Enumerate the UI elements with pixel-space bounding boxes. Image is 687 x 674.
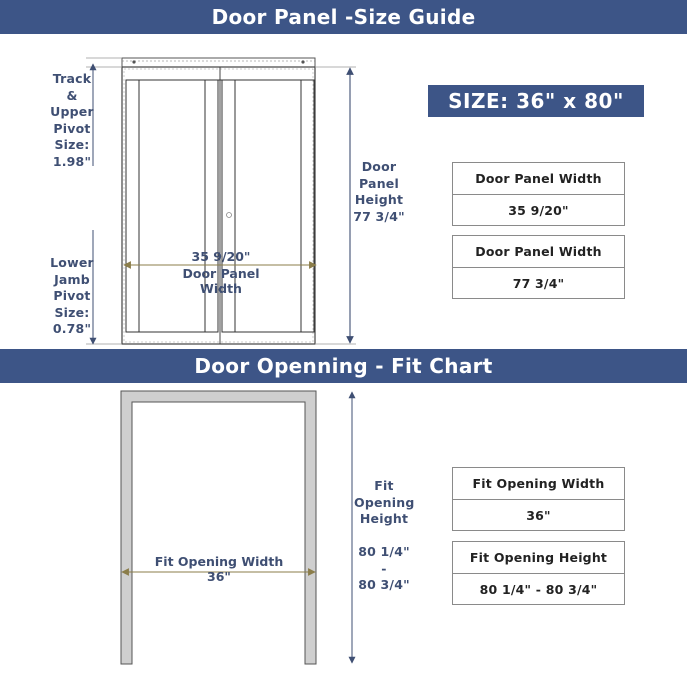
opening-height-label-line: Opening	[354, 494, 415, 510]
opening-height-label-line: Fit	[374, 478, 394, 493]
fit-chart-header: Door Openning - Fit Chart	[0, 349, 687, 383]
door-panel-drawing	[122, 58, 315, 344]
track-size-label-line: 1.98"	[52, 153, 92, 169]
panel-height-label-line: 77 3/4"	[353, 208, 405, 224]
box-title: Door Panel Width	[475, 244, 602, 259]
panel-height-label-line: Height	[354, 192, 404, 207]
lower-pivot-label-line: Lower	[50, 255, 94, 270]
opening-height-label-line: -	[381, 560, 387, 576]
box-title: Fit Opening Height	[469, 550, 608, 565]
lower-pivot-label	[44, 255, 100, 338]
opening-height-label-line: 80 3/4"	[358, 577, 410, 592]
track-size-label-line: Size:	[54, 137, 90, 152]
lower-pivot-label-line: Size:	[54, 304, 90, 320]
box-title: Door Panel Width	[475, 171, 602, 186]
box-title: Fit Opening Width	[472, 476, 605, 491]
box-value: 36"	[453, 499, 624, 530]
track-size-label-line: Pivot	[53, 120, 91, 136]
door-opening-drawing	[121, 391, 316, 664]
box-value: 80 1/4" - 80 3/4"	[453, 573, 624, 604]
opening-height-label-line: 80 1/4"	[358, 544, 410, 559]
panel-height-label-line: Door	[361, 159, 397, 174]
panel-height-label	[350, 159, 408, 225]
panel-width-box	[452, 162, 625, 226]
opening-height-label-line: Height	[359, 511, 409, 526]
track-size-label	[44, 71, 100, 170]
panel-height-box	[452, 235, 625, 299]
track-size-label-line: Upper	[50, 104, 94, 119]
panel-height-label-line: Panel	[359, 175, 399, 191]
lower-pivot-label-line: Jamb	[54, 271, 90, 287]
opening-width-box	[452, 467, 625, 531]
panel-width-value: 35 9/20"	[191, 249, 251, 264]
track-size-label-line: Track	[52, 71, 92, 86]
size-guide-header: Door Panel -Size Guide	[0, 0, 687, 34]
size-badge: SIZE: 36" x 80"	[428, 85, 644, 117]
opening-width-label: Fit Opening Width 36"	[154, 554, 284, 584]
box-value: 77 3/4"	[453, 267, 624, 298]
panel-width-caption: Door Panel Width	[182, 266, 260, 296]
opening-height-label-line	[354, 528, 414, 545]
track-size-label-line: &	[66, 87, 78, 103]
opening-height-label	[354, 478, 414, 594]
opening-height-box	[452, 541, 625, 605]
box-value: 35 9/20"	[453, 194, 624, 225]
lower-pivot-label-line: 0.78"	[52, 321, 92, 336]
lower-pivot-label-line: Pivot	[53, 288, 91, 303]
